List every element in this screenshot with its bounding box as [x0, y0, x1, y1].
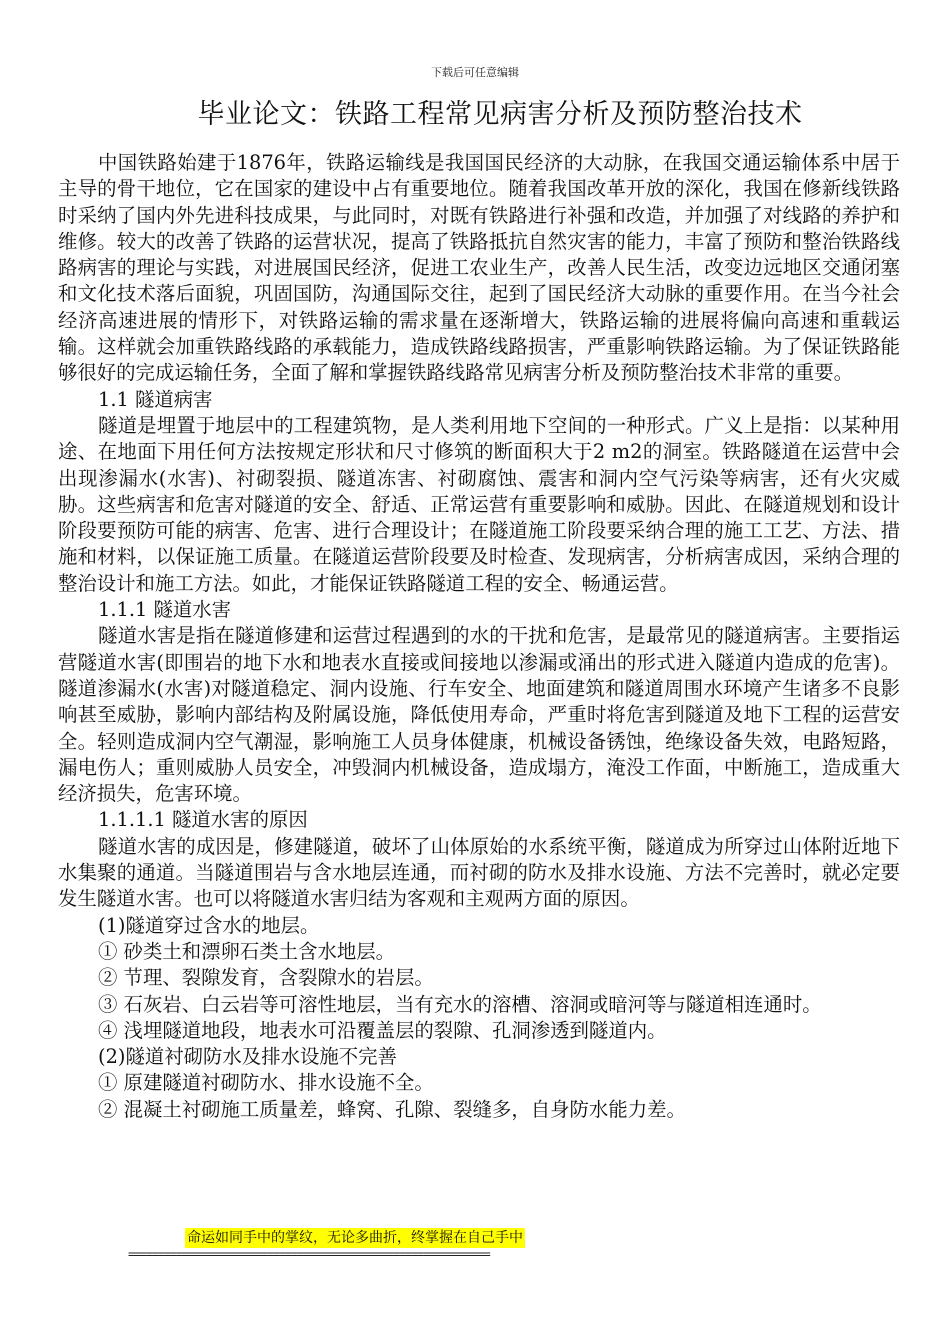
- water-damage-cause-paragraph: 隧道水害的成因是，修建隧道，破坏了山体原始的水系统平衡，隧道成为所穿过山体附近地下水集聚的通道。当隧道围岩与含水地层连通，而衬砌的防水及排水设施、方法不完善时，就必定要发生隧道水害。也可以将隧道水害归结为客观和主观两方面的原因。: [58, 834, 900, 911]
- list-item: ① 砂类土和漂卵石类土含水地层。: [98, 939, 396, 963]
- list-item: ③ 石灰岩、白云岩等可溶性地层，当有充水的溶槽、溶洞或暗河等与隧道相连通时。: [98, 992, 822, 1016]
- list-item: ② 混凝土衬砌施工质量差，蜂窝、孔隙、裂缝多，自身防水能力差。: [98, 1097, 686, 1121]
- document-title: 毕业论文：铁路工程常见病害分析及预防整治技术: [197, 99, 803, 130]
- document-body: [58, 150, 900, 1123]
- footer-divider: ============================================================: [128, 1247, 490, 1261]
- section-heading-1-1: 1.1 隧道病害: [98, 387, 213, 411]
- list-item: ② 节理、裂隙发育，含裂隙水的岩层。: [98, 966, 434, 990]
- list-item: (1)隧道穿过含水的地层。: [98, 913, 320, 937]
- footer-banner: 命运如同手中的掌纹，无论多曲折，终掌握在自己手中: [187, 1230, 523, 1246]
- intro-paragraph: 中国铁路始建于1876年，铁路运输线是我国国民经济的大动脉，在我国交通运输体系中居于主导的骨干地位，它在国家的建设中占有重要地位。随着我国改革开放的深化，我国在修新线铁路时采纳了国内外先进科技成果，与此同时，对既有铁路进行补强和改造，并加强了对线路的养护和维修。较大的改善了铁路的运营状况，提高了铁路抵抗自然灾害的能力，丰富了预防和整治铁路线路病害的理论与实践，对进展国民经济，促进工农业生产，改善人民生活，改变边远地区交通闭塞和文化技术落后面貌，巩固国防，沟通国际交往，起到了国民经济大动脉的重要作用。在当今社会经济高速进展的情形下，对铁路运输的需求量在逐渐增大，铁路运输的进展将偏向高速和重载运输。这样就会加重铁路线路的承载能力，造成铁路线路损害，严重影响铁路运输。为了保证铁路能够很好的完成运输任务，全面了解和掌握铁路线路常见病害分析及预防整治技术非常的重要。: [58, 151, 900, 385]
- list-item: ④ 浅埋隧道地段，地表水可沿覆盖层的裂隙、孔洞渗透到隧道内。: [98, 1018, 667, 1042]
- list-item: ① 原建隧道衬砌防水、排水设施不全。: [98, 1071, 434, 1095]
- section-heading-1-1-1: 1.1.1 隧道水害: [98, 598, 232, 622]
- header-note: 下载后可任意编辑: [431, 66, 519, 79]
- section-heading-1-1-1-1: 1.1.1.1 隧道水害的原因: [98, 808, 308, 832]
- tunnel-disease-paragraph: 隧道是埋置于地层中的工程建筑物，是人类利用地下空间的一种形式。广义上是指：以某种用途、在地面下用任何方法按规定形状和尺寸修筑的断面积大于2 m2的洞室。铁路隧道在运营中会出现渗漏水(水害)、衬砌裂损、隧道冻害、衬砌腐蚀、震害和洞内空气污染等病害，还有火灾威胁。这些病害和危害对隧道的安全、舒适、正常运营有重要影响和威胁。因此、在隧道规划和设计阶段要预防可能的病害、危害、进行合理设计；在隧道施工阶段要采纳合理的施工工艺、方法、措施和材料，以保证施工质量。在隧道运营阶段要及时检查、发现病害，分析病害成因，采纳合理的整治设计和施工方法。如此，才能保证铁路隧道工程的安全、畅通运营。: [58, 413, 900, 595]
- list-item: (2)隧道衬砌防水及排水设施不完善: [98, 1045, 397, 1069]
- water-damage-paragraph: 隧道水害是指在隧道修建和运营过程遇到的水的干扰和危害，是最常见的隧道病害。主要指运营隧道水害(即围岩的地下水和地表水直接或间接地以渗漏或涌出的形式进入隧道内造成的危害)。隧道渗漏水(水害)对隧道稳定、洞内设施、行车安全、地面建筑和隧道周围水环境产生诸多不良影响甚至威胁，影响内部结构及附属设施，降低使用寿命，严重时将危害到隧道及地下工程的运营安全。轻则造成洞内空气潮湿，影响施工人员身体健康，机械设备锈蚀，绝缘设备失效，电路短路，漏电伤人；重则威胁人员安全，冲毁洞内机械设备，造成塌方，淹没工作面，中断施工，造成重大经济损失，危害环境。: [58, 624, 900, 806]
